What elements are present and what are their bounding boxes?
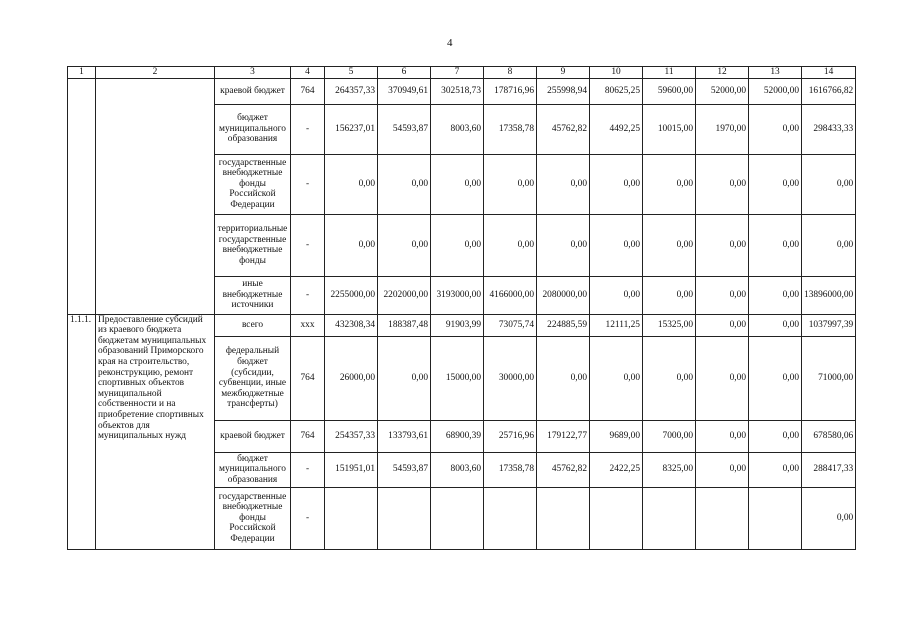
value-cell: 8003,60 xyxy=(431,452,484,487)
value-cell: 0,00 xyxy=(802,487,856,549)
header-cell: 10 xyxy=(590,67,643,79)
value-cell: 0,00 xyxy=(378,214,431,276)
value-cell xyxy=(590,487,643,549)
header-cell: 9 xyxy=(537,67,590,79)
section-b-number-cell: 1.1.1. xyxy=(68,314,96,549)
value-cell: 71000,00 xyxy=(802,336,856,420)
value-cell: 17358,78 xyxy=(484,104,537,154)
value-cell: 0,00 xyxy=(643,276,696,314)
source-cell: федеральный бюджет (субсидии, субвенции, иные межбюджетные трансферты) xyxy=(215,336,291,420)
source-cell: краевой бюджет xyxy=(215,420,291,452)
header-cell: 13 xyxy=(749,67,802,79)
header-cell: 1 xyxy=(68,67,96,79)
value-cell: 26000,00 xyxy=(325,336,378,420)
value-cell: 30000,00 xyxy=(484,336,537,420)
value-cell: 288417,33 xyxy=(802,452,856,487)
value-cell: 45762,82 xyxy=(537,104,590,154)
value-cell: 8003,60 xyxy=(431,104,484,154)
value-cell xyxy=(749,487,802,549)
value-cell: 25716,96 xyxy=(484,420,537,452)
value-cell: 178716,96 xyxy=(484,78,537,104)
value-cell xyxy=(643,487,696,549)
value-cell: 68900,39 xyxy=(431,420,484,452)
value-cell: 0,00 xyxy=(802,214,856,276)
value-cell: 3193000,00 xyxy=(431,276,484,314)
page-number: 4 xyxy=(447,37,453,49)
value-cell: 0,00 xyxy=(643,336,696,420)
value-cell: 52000,00 xyxy=(696,78,749,104)
value-cell xyxy=(696,487,749,549)
section-a-number-cell xyxy=(68,78,96,314)
header-cell: 7 xyxy=(431,67,484,79)
value-cell: 0,00 xyxy=(537,214,590,276)
header-cell: 4 xyxy=(291,67,325,79)
value-cell: 0,00 xyxy=(537,154,590,214)
value-cell: 151951,01 xyxy=(325,452,378,487)
value-cell: 45762,82 xyxy=(537,452,590,487)
value-cell: 0,00 xyxy=(484,214,537,276)
header-cell: 14 xyxy=(802,67,856,79)
header-cell: 5 xyxy=(325,67,378,79)
value-cell xyxy=(378,487,431,549)
value-cell: 0,00 xyxy=(749,104,802,154)
value-cell: 0,00 xyxy=(590,276,643,314)
value-cell: 0,00 xyxy=(749,154,802,214)
header-row xyxy=(68,67,856,79)
value-cell: 54593,87 xyxy=(378,104,431,154)
value-cell: 302518,73 xyxy=(431,78,484,104)
value-cell: 91903,99 xyxy=(431,314,484,336)
code-cell: ххх xyxy=(291,314,325,336)
value-cell: 4166000,00 xyxy=(484,276,537,314)
value-cell: 188387,48 xyxy=(378,314,431,336)
code-cell: - xyxy=(291,276,325,314)
value-cell: 255998,94 xyxy=(537,78,590,104)
value-cell: 0,00 xyxy=(643,154,696,214)
value-cell: 224885,59 xyxy=(537,314,590,336)
value-cell: 59600,00 xyxy=(643,78,696,104)
value-cell: 0,00 xyxy=(590,214,643,276)
value-cell: 298433,33 xyxy=(802,104,856,154)
source-cell: иные внебюджетные источники xyxy=(215,276,291,314)
value-cell: 15000,00 xyxy=(431,336,484,420)
value-cell: 0,00 xyxy=(378,154,431,214)
value-cell: 0,00 xyxy=(537,336,590,420)
value-cell: 156237,01 xyxy=(325,104,378,154)
section-a-row xyxy=(68,78,856,104)
header-cell: 11 xyxy=(643,67,696,79)
source-cell: бюджет муниципального образования xyxy=(215,104,291,154)
value-cell: 2080000,00 xyxy=(537,276,590,314)
code-cell: - xyxy=(291,154,325,214)
value-cell: 0,00 xyxy=(749,214,802,276)
value-cell: 432308,34 xyxy=(325,314,378,336)
value-cell: 10015,00 xyxy=(643,104,696,154)
source-cell: государственные внебюджетные фонды Российской Федерации xyxy=(215,487,291,549)
value-cell: 678580,06 xyxy=(802,420,856,452)
header-cell: 6 xyxy=(378,67,431,79)
value-cell xyxy=(431,487,484,549)
value-cell: 7000,00 xyxy=(643,420,696,452)
value-cell: 133793,61 xyxy=(378,420,431,452)
value-cell: 0,00 xyxy=(431,214,484,276)
code-cell: - xyxy=(291,214,325,276)
value-cell: 17358,78 xyxy=(484,452,537,487)
value-cell: 370949,61 xyxy=(378,78,431,104)
value-cell: 0,00 xyxy=(696,452,749,487)
value-cell: 0,00 xyxy=(696,214,749,276)
header-cell: 2 xyxy=(96,67,215,79)
value-cell: 15325,00 xyxy=(643,314,696,336)
value-cell: 80625,25 xyxy=(590,78,643,104)
value-cell: 2255000,00 xyxy=(325,276,378,314)
value-cell: 0,00 xyxy=(696,336,749,420)
value-cell: 254357,33 xyxy=(325,420,378,452)
value-cell: 12111,25 xyxy=(590,314,643,336)
value-cell: 0,00 xyxy=(484,154,537,214)
value-cell: 0,00 xyxy=(590,336,643,420)
header-cell: 12 xyxy=(696,67,749,79)
value-cell: 9689,00 xyxy=(590,420,643,452)
value-cell: 52000,00 xyxy=(749,78,802,104)
value-cell: 264357,33 xyxy=(325,78,378,104)
value-cell xyxy=(325,487,378,549)
value-cell: 1037997,39 xyxy=(802,314,856,336)
code-cell: - xyxy=(291,452,325,487)
value-cell: 0,00 xyxy=(696,276,749,314)
code-cell: 764 xyxy=(291,336,325,420)
value-cell: 0,00 xyxy=(643,214,696,276)
header-cell: 3 xyxy=(215,67,291,79)
value-cell: 0,00 xyxy=(749,420,802,452)
value-cell: 1970,00 xyxy=(696,104,749,154)
value-cell: 0,00 xyxy=(749,452,802,487)
value-cell: 2422,25 xyxy=(590,452,643,487)
code-cell: 764 xyxy=(291,420,325,452)
section-b-row xyxy=(68,314,856,336)
value-cell: 0,00 xyxy=(749,276,802,314)
budget-table xyxy=(67,66,856,550)
section-b-name-cell: Предоставление субсидий из краевого бюджета бюджетам муниципальных образований Приморского края на строительство, реконструкцию, ремонт спортивных объектов муниципальной собственности и на приобретение спортивных объектов для муниципальных нужд xyxy=(96,314,215,549)
value-cell: 0,00 xyxy=(696,314,749,336)
value-cell: 1616766,82 xyxy=(802,78,856,104)
value-cell: 0,00 xyxy=(802,154,856,214)
value-cell: 179122,77 xyxy=(537,420,590,452)
value-cell: 54593,87 xyxy=(378,452,431,487)
value-cell: 0,00 xyxy=(431,154,484,214)
value-cell: 0,00 xyxy=(590,154,643,214)
source-cell: бюджет муниципального образования xyxy=(215,452,291,487)
value-cell: 0,00 xyxy=(696,154,749,214)
section-a-name-cell xyxy=(96,78,215,314)
value-cell: 0,00 xyxy=(325,154,378,214)
code-cell: - xyxy=(291,104,325,154)
value-cell xyxy=(484,487,537,549)
value-cell: 0,00 xyxy=(325,214,378,276)
source-cell: всего xyxy=(215,314,291,336)
header-cell: 8 xyxy=(484,67,537,79)
source-cell: государственные внебюджетные фонды Российской Федерации xyxy=(215,154,291,214)
source-cell: территориальные государственные внебюджетные фонды xyxy=(215,214,291,276)
code-cell: - xyxy=(291,487,325,549)
value-cell: 2202000,00 xyxy=(378,276,431,314)
value-cell: 4492,25 xyxy=(590,104,643,154)
value-cell xyxy=(537,487,590,549)
value-cell: 0,00 xyxy=(696,420,749,452)
value-cell: 13896000,00 xyxy=(802,276,856,314)
value-cell: 0,00 xyxy=(749,314,802,336)
value-cell: 0,00 xyxy=(378,336,431,420)
source-cell: краевой бюджет xyxy=(215,78,291,104)
value-cell: 0,00 xyxy=(749,336,802,420)
value-cell: 8325,00 xyxy=(643,452,696,487)
code-cell: 764 xyxy=(291,78,325,104)
value-cell: 73075,74 xyxy=(484,314,537,336)
